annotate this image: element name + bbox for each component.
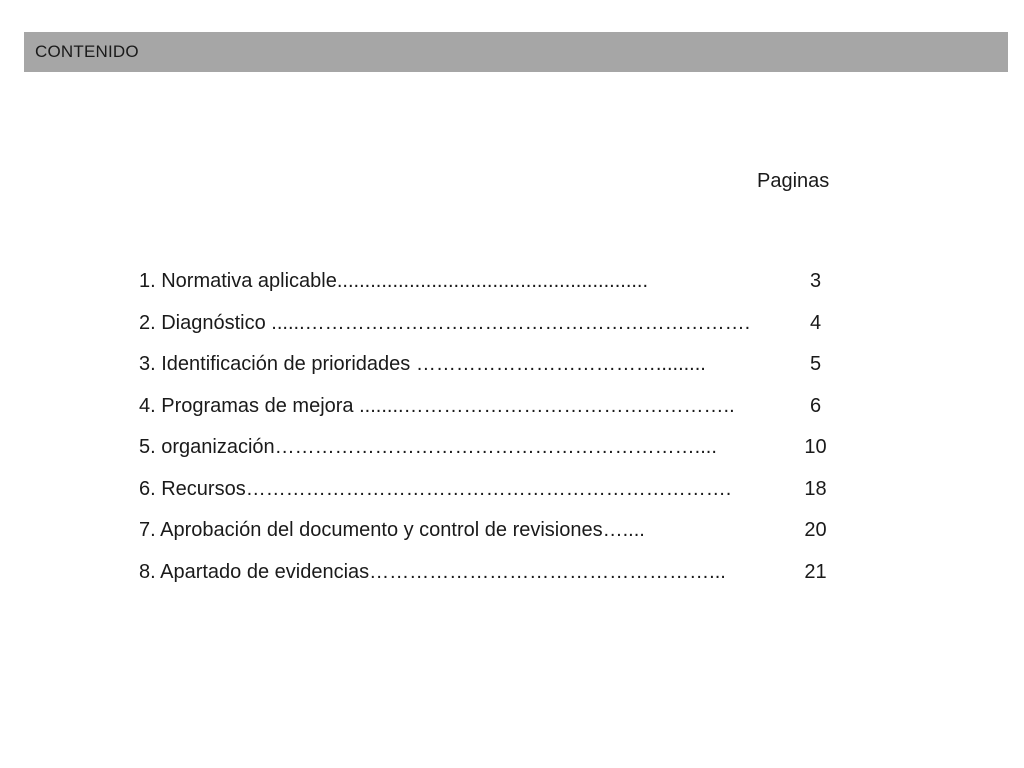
toc-entry-page-number: 3 [809, 270, 822, 292]
toc-entry [139, 353, 859, 395]
toc-entry [139, 312, 859, 354]
toc-entry-page-number: 20 [804, 519, 827, 541]
toc-entry-label: 8. Apartado de evidencias……………………………………………... [139, 560, 726, 583]
toc-entry-page-number: 21 [804, 560, 827, 583]
toc-entry-page-number: 10 [804, 436, 827, 458]
toc-entry-page-number: 4 [809, 311, 822, 334]
toc-entry [139, 561, 859, 603]
toc-entry [139, 519, 859, 561]
toc-entry [139, 436, 859, 478]
page-title: CONTENIDO [35, 42, 139, 61]
toc-entry-label: 5. organización……………………………………………………….... [139, 436, 717, 458]
toc-entry-label: 7. Aprobación del documento y control de revisiones….... [139, 519, 645, 541]
toc-entry-label: 6. Recursos………………………………………………………………. [139, 477, 732, 500]
toc-entry-page-number: 6 [809, 394, 822, 417]
toc-entry-label: 2. Diagnóstico ......…………………………………………………………. [139, 311, 751, 334]
toc-entry-page-number: 5 [809, 353, 822, 375]
table-of-contents [139, 270, 859, 602]
header-bar [24, 32, 1008, 72]
toc-entry-label: 4. Programas de mejora ........………………………………………….. [139, 394, 735, 417]
toc-entry-page-number: 18 [804, 477, 827, 500]
pages-column-heading: Paginas [757, 170, 830, 192]
toc-entry [139, 478, 859, 520]
toc-entry-label: 1. Normativa aplicable........................................................ [139, 270, 649, 292]
toc-entry-label: 3. Identificación de prioridades ………………………………......... [139, 353, 706, 375]
toc-entry [139, 395, 859, 437]
toc-entry [139, 270, 859, 312]
